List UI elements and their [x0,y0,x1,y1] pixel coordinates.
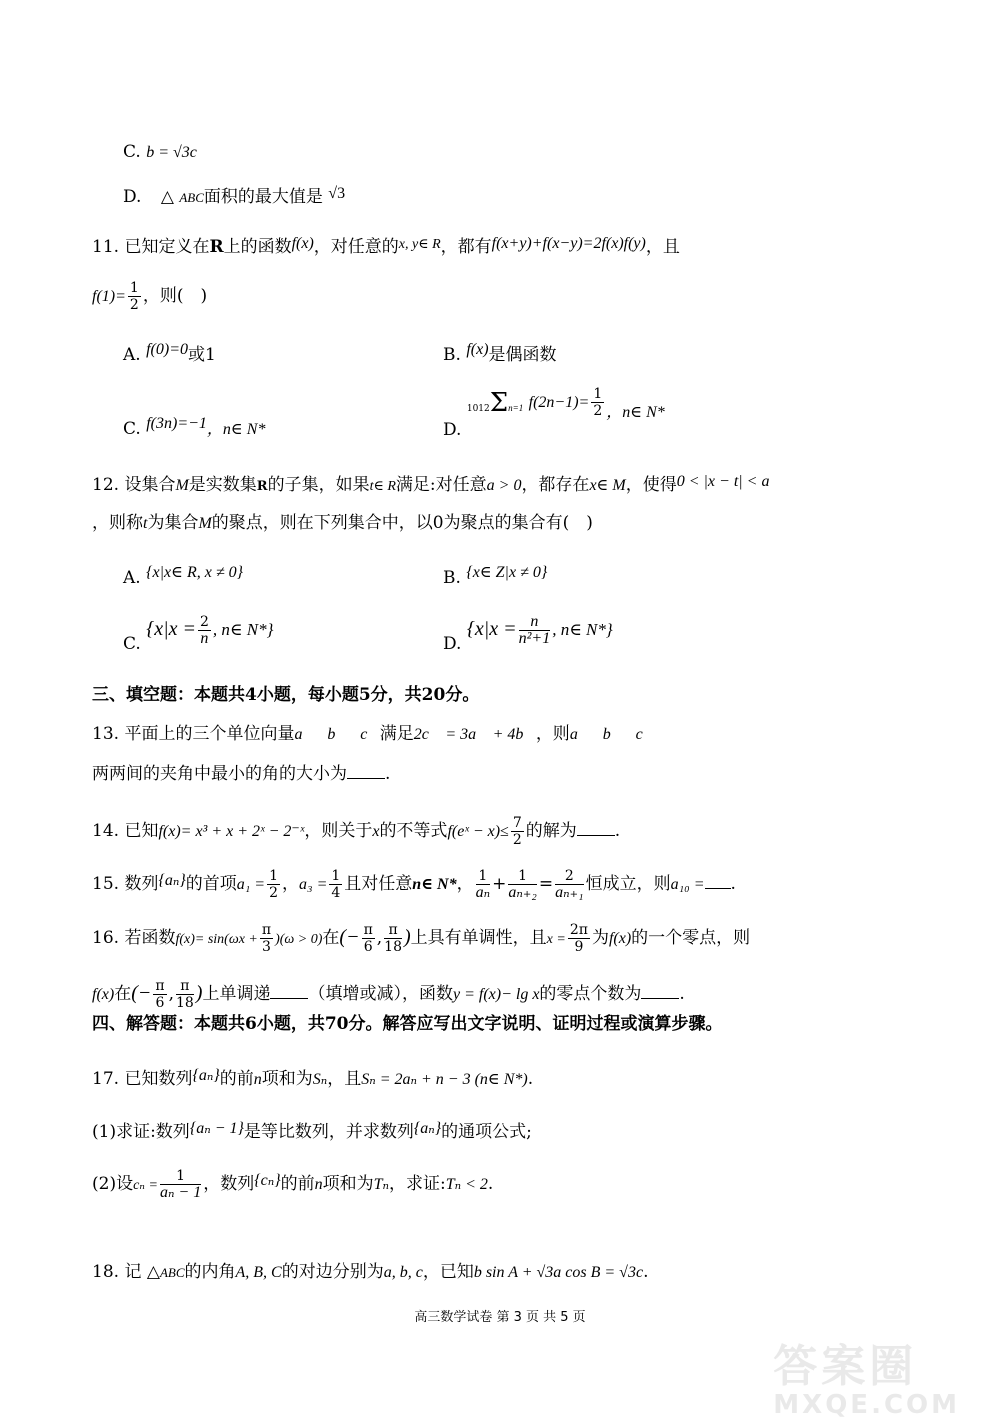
q11-stem-line2: f(1)= $\frac{1}{2}$ ，则( ) [92,280,208,313]
q12-option-b: B. {x∈ Z|x ≠ 0} [443,564,548,588]
q10-option-c-math: b = √3c [146,144,197,161]
q12-option-d: D. {x|x = $\frac{n}{\text{n²+1}}$ , n∈ N*} [443,613,613,654]
q11-option-c: C. f(3n)=−1，n∈ N* [123,415,266,439]
q11-option-b: B. f(x)是偶函数 [443,341,557,365]
q10-option-d: D. △ ABC面积的最大值是 √3 [123,185,346,207]
q16-answer-blank-2[interactable] [641,984,679,999]
q16-answer-blank-1[interactable] [270,984,308,999]
q14-answer-blank[interactable] [577,821,615,836]
q16-stem-line2: f(x)在(− $\frac{\pi}{6}$ , $\frac{\pi}{18}$ )上单调递 （填增或减），函数y = f(x)− lg x的零点个数为 . [92,978,685,1011]
q11-option-a: A. f(0)=0或1 [123,341,216,365]
q18-stem: 18. 记 △ABC的内角A, B, C的对边分别为a, b, c，已知b sin A + √3a cos B = √3c. [92,1262,649,1282]
q12-stem-line2: ，则称t为集合M的聚点，则在下列集合中，以0为聚点的集合有( ) [92,513,593,533]
q14-stem: 14. 已知f(x)= x³ + x + 2ˣ − 2⁻ˣ，则关于x的不等式f(eˣ − x)≤ $\frac{7}{2}$ 的解为 . [92,815,621,848]
q11-option-d: D. 1012Σn=1 f(2n−1)= $\frac{1}{2}$ ，n∈ N* [443,386,665,440]
q11-f1-fraction: $\frac{1}{2}$ [129,280,139,313]
section-4-heading: 四、解答题：本题共6小题，共70分。解答应写出文字说明、证明过程或演算步骤。 [92,1014,723,1034]
q12-stem-line1: 12. 设集合M是实数集R的子集，如果t∈ R满足:对任意a > 0，都存在x∈ M，使得0 < |x − t| < a [92,473,770,495]
watermark-logo: 答案圈 MXQE.COM [773,1341,960,1420]
q11-stem-line1: 11. 已知定义在R上的函数f(x)，对任意的$^{x, y\in R}$，都有f(x+y)+f(x−y)=2f(x)f(y)，且 [92,235,680,257]
q13-stem-line2: 两两间的夹角中最小的角的大小为 . [92,764,391,784]
summation-icon: 1012Σn=1 [466,387,524,418]
q12-option-a: A. {x|x∈ R, x ≠ 0} [123,564,243,588]
section-3-heading: 三、填空题：本题共4小题，每小题5分，共20分。 [92,685,480,705]
q15-stem: 15. 数列{aₙ}的首项a₁ = $\frac{1}{2}$ ，a₃ = $\frac{1}{4}$ 且对任意n∈ N*， $\frac{1}{\text{aₙ}}$ + $\frac{1}{\text{aₙ₊₂}}$ = $\frac{2}{\text{aₙ₊₁}}$ 恒成立，则a₁₀ = . [92,868,736,901]
q17-part2: (2)设cₙ = $\frac{1}{\text{aₙ − 1}}$ ，数列{cₙ}的前n项和为Tₙ，求证:Tₙ < 2. [92,1168,494,1201]
q15-answer-blank[interactable] [705,874,731,889]
q17-stem: 17. 已知数列{aₙ}的前n项和为Sₙ，且Sₙ = 2aₙ + n − 3 (n∈ N*). [92,1067,534,1089]
q13-answer-blank[interactable] [347,764,385,779]
q10-option-c: C. b = √3c [123,142,197,162]
q13-stem-line1: 13. 平面上的三个单位向量a⃗，b⃗，c⃗满足2c⃗ = 3a⃗ + 4b⃗，则a⃗，b⃗，c⃗ [92,724,656,744]
q16-stem-line1: 16. 若函数f(x)= sin(ωx + $\frac{\pi}{3}$ )(ω > 0)在(− $\frac{\pi}{6}$ , $\frac{\pi}{18}$ )上具有单调性，且x = $\frac{2\pi}{9}$ 为f(x)的一个零点，则 [92,922,751,955]
page-footer: 高三数学试卷 第 3 页 共 5 页 [414,1310,586,1325]
q12-option-c: C. {x|x = $\frac{2}{n}$ , n∈ N*} [123,614,274,654]
q17-part1: (1)求证:数列{aₙ − 1}是等比数列，并求数列{aₙ}的通项公式; [92,1120,532,1142]
